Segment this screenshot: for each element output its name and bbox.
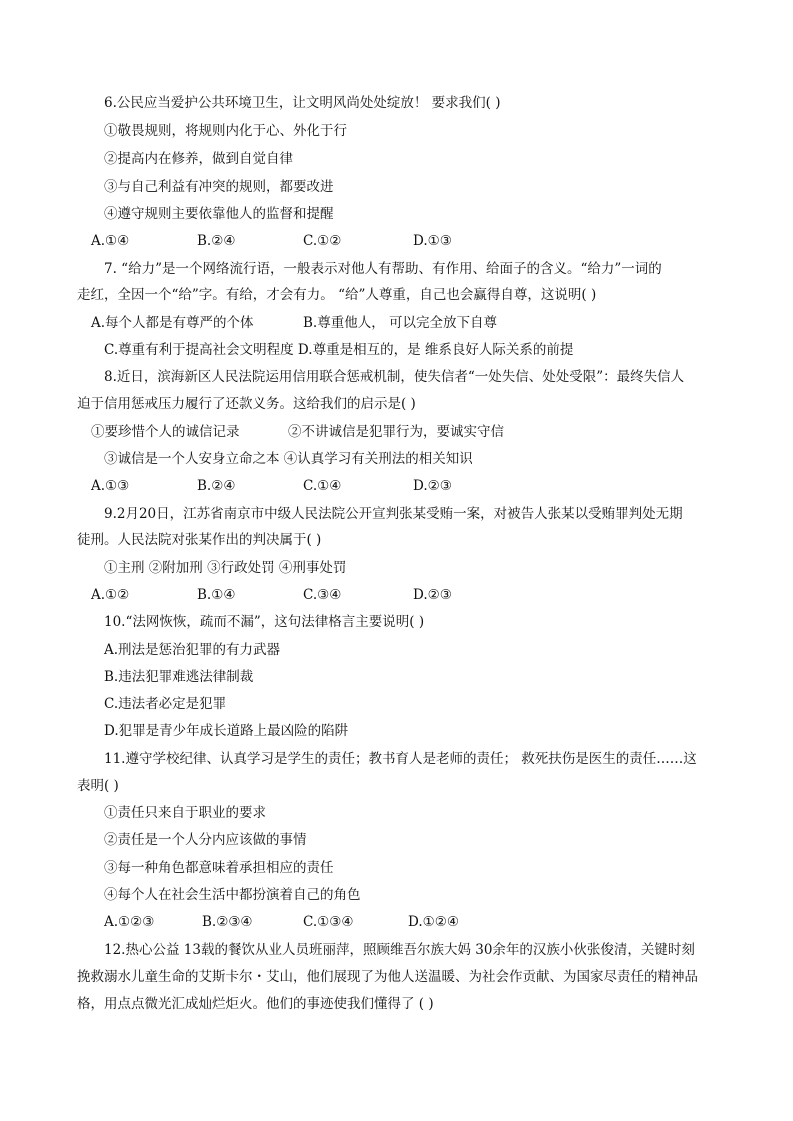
q6-option-b: B.②④: [197, 233, 236, 249]
q9-stem-line-2: 徒刑。人民法院对张某作出的判决属于( ): [77, 532, 322, 548]
q10-option-b: B.违法犯罪难逃法律制裁: [104, 669, 254, 685]
q6-option-d: D.①③: [413, 233, 452, 249]
q8-option-d: D.②③: [413, 478, 452, 494]
q11-option-b: B.②③④: [202, 914, 253, 930]
q9-option-c: C.③④: [303, 587, 342, 603]
q9-items: ①主刑 ②附加刑 ③行政处罚 ④刑事处罚: [104, 560, 347, 576]
q7-option-b: B.尊重他人， 可以完全放下自尊: [303, 315, 498, 331]
q10-stem: 10.“法网恢恢，疏而不漏”，这句法律格言主要说明( ): [104, 614, 425, 630]
q11-option-c: C.①③④: [303, 914, 354, 930]
q6-item-2: ②提高内在修养，做到自觉自律: [104, 151, 293, 167]
q11-option-d: D.①②④: [408, 914, 459, 930]
q12-stem-line-1: 12.热心公益 13载的餐饮从业人员班丽萍，照顾维吾尔族大妈 30余年的汉族小伙张俊清，关键时刻: [104, 942, 695, 958]
q6-stem: 6.公民应当爱护公共环境卫生，让文明风尚处处绽放！ 要求我们( ): [104, 95, 501, 111]
q11-stem-line-1: 11.遵守学校纪律、认真学习是学生的责任；教书育人是老师的责任； 救死扶伤是医生的责任……这: [104, 751, 697, 767]
q6-option-c: C.①②: [303, 233, 342, 249]
q12-stem-line-3: 格，用点点微光汇成灿烂炬火。他们的事迹使我们懂得了 ( ): [77, 996, 434, 1012]
q8-item-1: ①要珍惜个人的诚信记录: [91, 424, 240, 440]
q8-option-b: B.②④: [197, 478, 236, 494]
q12-stem-line-2: 挽救溺水儿童生命的艾斯卡尔・艾山，他们展现了为他人送温暖、为社会作贡献、为国家尽责任的精神品: [77, 969, 698, 985]
q6-option-a: A.①④: [91, 233, 130, 249]
q9-option-b: B.①④: [197, 587, 236, 603]
q11-option-a: A.①②③: [104, 914, 155, 930]
q8-item-3-4: ③诚信是一个人安身立命之本 ④认真学习有关刑法的相关知识: [104, 451, 473, 467]
q7-stem-line-1: 7. “给力”是一个网络流行语，一般表示对他人有帮助、有作用、给面子的含义。“给力”一词的: [104, 261, 662, 277]
q9-option-d: D.②③: [413, 587, 452, 603]
q11-item-2: ②责任是一个人分内应该做的事情: [104, 832, 307, 848]
q8-option-c: C.①④: [303, 478, 342, 494]
q11-item-1: ①责任只来自于职业的要求: [104, 805, 266, 821]
q8-stem-line-1: 8.近日，滨海新区人民法院运用信用联合惩戒机制，使失信者“一处失信、处处受限”：最终失信人: [104, 369, 685, 385]
q8-stem-line-2: 迫于信用惩戒压力履行了还款义务。这给我们的启示是( ): [77, 396, 416, 412]
q7-option-cd: C.尊重有利于提高社会文明程度 D.尊重是相互的，是 维系良好人际关系的前提: [104, 342, 574, 358]
q7-option-a: A.每个人都是有尊严的个体: [91, 315, 254, 331]
q11-item-4: ④每个人在社会生活中都扮演着自己的角色: [104, 887, 361, 903]
q11-item-3: ③每一种角色都意味着承担相应的责任: [104, 860, 334, 876]
q10-option-a: A.刑法是惩治犯罪的有力武器: [104, 642, 281, 658]
q11-stem-line-2: 表明( ): [77, 778, 119, 794]
q6-item-3: ③与自己利益有冲突的规则，都要改进: [104, 179, 334, 195]
q7-stem-line-2: 走红，全因一个“给”字。有给，才会有力。 “给”人尊重，自己也会赢得自尊，这说明( ): [77, 287, 597, 303]
q8-item-2: ②不讲诚信是犯罪行为，要诚实守信: [288, 424, 504, 440]
q9-option-a: A.①②: [91, 587, 130, 603]
q10-option-c: C.违法者必定是犯罪: [104, 696, 227, 712]
q8-option-a: A.①③: [91, 478, 130, 494]
q10-option-d: D.犯罪是青少年成长道路上最凶险的陷阱: [104, 723, 349, 739]
q6-item-4: ④遵守规则主要依靠他人的监督和提醒: [104, 206, 334, 222]
q9-stem-line-1: 9.2月20日，江苏省南京市中级人民法院公开宣判张某受贿一案，对被告人张某以受贿罪判处无期: [104, 506, 683, 522]
q6-item-1: ①敬畏规则，将规则内化于心、外化于行: [104, 123, 347, 139]
